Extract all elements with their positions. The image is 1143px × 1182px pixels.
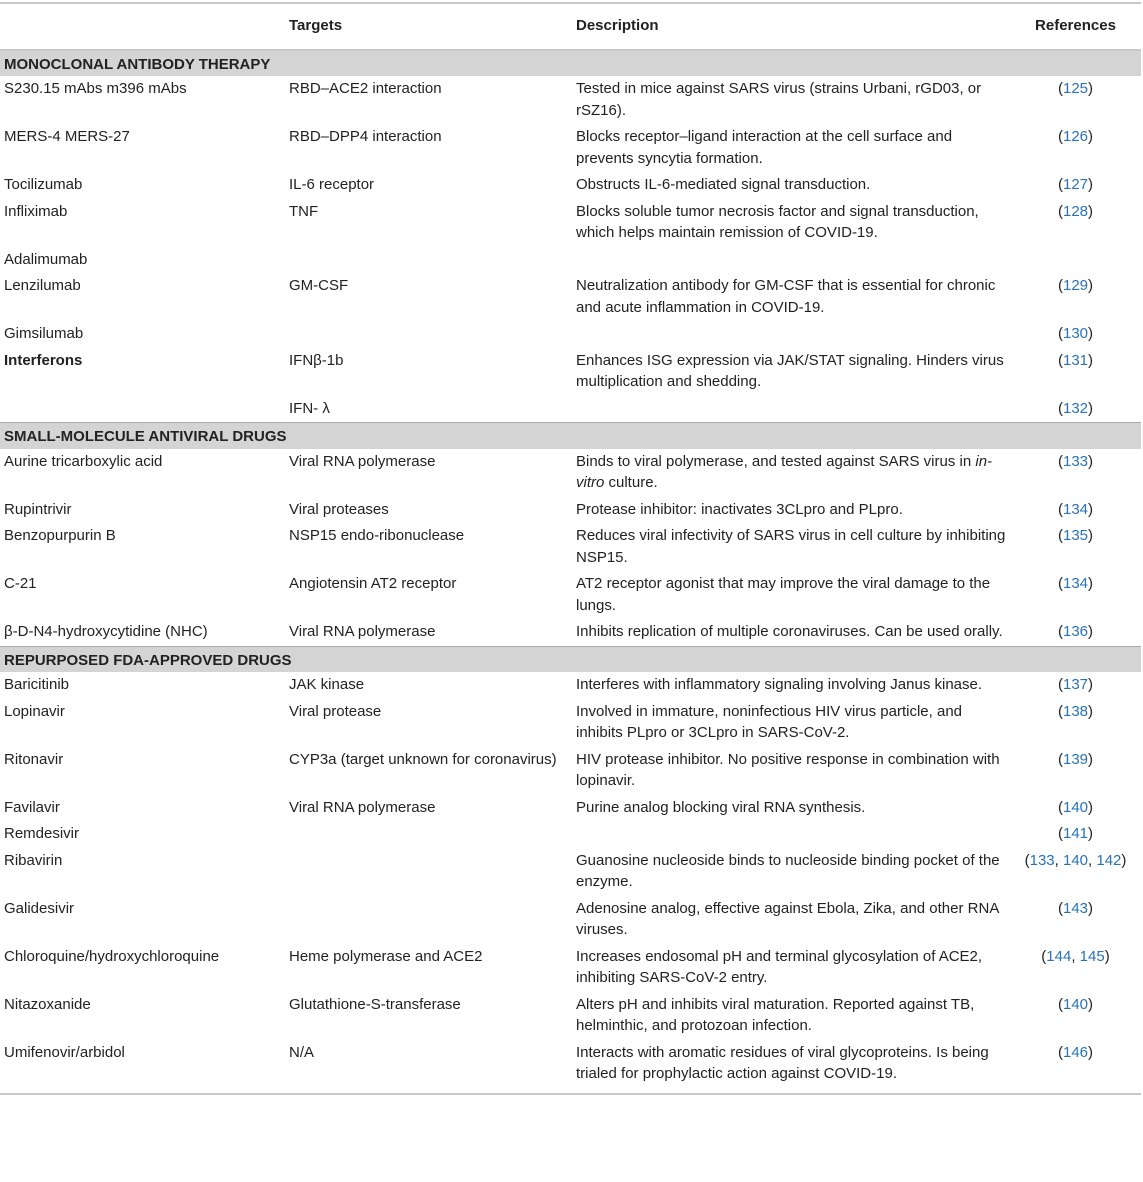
drug-target: IFNβ-1b: [289, 351, 344, 369]
drug-name-cell: [0, 571, 285, 619]
reference-link[interactable]: 137: [1062, 676, 1089, 693]
references-cell: (128): [1057, 202, 1094, 220]
reference-link[interactable]: 136: [1062, 623, 1089, 640]
references-cell: (131): [1057, 351, 1094, 369]
description-cell: [572, 1040, 1010, 1094]
table-row: [0, 199, 1141, 247]
target-cell: [285, 396, 572, 423]
description-text: Enhances ISG expression via JAK/STAT signaling. Hinders virus multiplication and shedding.: [576, 351, 1004, 390]
drug-target: Viral RNA polymerase: [289, 452, 436, 470]
description-text: Obstructs IL-6-mediated signal transduction.: [576, 176, 871, 193]
references-cell: (139): [1057, 750, 1094, 768]
table-row: [0, 747, 1141, 795]
drug-name: Remdesivir: [4, 825, 80, 842]
table-body: [0, 50, 1141, 1094]
description-cell: [572, 76, 1010, 124]
drug-name: Galidesivir: [4, 899, 75, 917]
references-cell: (138): [1057, 702, 1094, 720]
description-text: Blocks soluble tumor necrosis factor and signal transduction, which helps maintain remission of COVID-19.: [576, 202, 979, 241]
table-header-row: [0, 3, 1141, 50]
drug-name-cell: [0, 396, 285, 423]
description-text: HIV protease inhibitor. No positive response in combination with lopinavir.: [576, 750, 1000, 789]
drug-name: β-D-N4-hydroxycytidine (NHC): [4, 623, 208, 640]
description-text: Alters pH and inhibits viral maturation. Reported against TB, helminthic, and protozoan infection.: [576, 995, 975, 1034]
table-row: [0, 497, 1141, 524]
section-header-row: [0, 50, 1141, 77]
drug-name: Baricitinib: [4, 676, 70, 693]
references-cell: (144, 145): [1041, 947, 1110, 965]
drug-target: Glutathione-S-transferase: [289, 995, 461, 1013]
header-description: Description: [572, 3, 1010, 50]
target-cell: [285, 247, 572, 274]
reference-link[interactable]: 140: [1062, 851, 1089, 869]
drug-name: Nitazoxanide: [4, 995, 91, 1013]
drug-name: Interferons: [4, 351, 83, 369]
drug-name: Infliximab: [4, 202, 68, 220]
drug-name-cell: [0, 699, 285, 747]
references-cell: (134): [1057, 575, 1094, 592]
reference-link[interactable]: 140: [1062, 798, 1089, 816]
description-cell: [572, 273, 1010, 321]
drug-name-cell: [0, 992, 285, 1040]
references-cell: (140): [1057, 798, 1094, 816]
drug-target: N/A: [289, 1043, 315, 1061]
drug-target: Viral RNA polymerase: [289, 623, 436, 640]
drug-name: Umifenovir/arbidol: [4, 1043, 125, 1061]
references-cell: (129): [1057, 277, 1094, 294]
reference-link[interactable]: 133: [1062, 452, 1089, 470]
target-cell: [285, 199, 572, 247]
drug-target: Angiotensin AT2 receptor: [289, 575, 457, 592]
reference-link[interactable]: 129: [1062, 277, 1089, 294]
description-cell: [572, 396, 1010, 423]
drug-name-cell: [0, 124, 285, 172]
description-text: Protease inhibitor: inactivates 3CLpro and PLpro.: [576, 500, 903, 518]
reference-link[interactable]: 141: [1062, 825, 1089, 842]
description-cell: [572, 848, 1010, 896]
description-text: Interferes with inflammatory signaling involving Janus kinase.: [576, 676, 983, 693]
description-cell: [572, 247, 1010, 274]
target-cell: [285, 124, 572, 172]
drug-name: Rupintrivir: [4, 500, 72, 518]
references-cell: (146): [1010, 1040, 1141, 1094]
description-text: Guanosine nucleoside binds to nucleoside binding pocket of the enzyme.: [576, 851, 1000, 890]
reference-link[interactable]: 140: [1062, 995, 1089, 1013]
reference-link[interactable]: 130: [1062, 325, 1089, 342]
section-title: REPURPOSED FDA-APPROVED DRUGS: [0, 646, 1141, 672]
target-cell: [285, 619, 572, 646]
description-cell: [572, 896, 1010, 944]
table-row: [0, 571, 1141, 619]
references-cell: (132): [1057, 399, 1094, 417]
drug-name: S230.15 mAbs m396 mAbs: [4, 80, 187, 97]
description-text: Neutralization antibody for GM-CSF that is essential for chronic and acute inflammation in COVID-19.: [576, 277, 996, 316]
target-cell: [285, 795, 572, 822]
description-cell: [572, 523, 1010, 571]
description-italic: in-vitro: [576, 452, 993, 491]
reference-link[interactable]: 127: [1062, 176, 1089, 193]
description-cell: [572, 672, 1010, 699]
reference-link[interactable]: 144: [1046, 947, 1072, 965]
drug-target: GM-CSF: [289, 277, 349, 294]
reference-link[interactable]: 134: [1062, 575, 1089, 592]
drug-target: Viral RNA polymerase: [289, 798, 436, 816]
drug-name-cell: [0, 199, 285, 247]
reference-link[interactable]: 142: [1096, 851, 1122, 869]
section-header-row: [0, 646, 1141, 672]
table-row: [0, 449, 1141, 497]
description-text: Involved in immature, noninfectious HIV virus particle, and inhibits PLpro or 3CLpro in SARS-CoV-2.: [576, 702, 963, 741]
references-cell: (136): [1057, 623, 1094, 640]
reference-link[interactable]: 126: [1062, 128, 1089, 145]
description-cell: [572, 992, 1010, 1040]
drug-name-cell: [0, 172, 285, 199]
drug-name: Ritonavir: [4, 750, 64, 768]
table-row: [0, 619, 1141, 646]
description-text: culture.: [604, 474, 658, 491]
drug-target: Heme polymerase and ACE2: [289, 947, 483, 965]
description-cell: [572, 821, 1010, 848]
drug-target: RBD–DPP4 interaction: [289, 128, 442, 145]
description-text: Blocks receptor–ligand interaction at the cell surface and prevents syncytia formation.: [576, 128, 953, 167]
drug-name-cell: [0, 247, 285, 274]
references-cell: (143): [1057, 899, 1094, 917]
target-cell: [285, 273, 572, 321]
table-row: [0, 896, 1141, 944]
description-cell: [572, 449, 1010, 497]
description-text: Purine analog blocking viral RNA synthesis.: [576, 798, 866, 816]
references-cell: (134): [1057, 500, 1094, 518]
reference-link[interactable]: 131: [1062, 351, 1089, 369]
description-text: Reduces viral infectivity of SARS virus in cell culture by inhibiting NSP15.: [576, 527, 1006, 566]
reference-link[interactable]: 125: [1062, 80, 1089, 97]
header-references: References: [1010, 3, 1141, 50]
table-row: [0, 396, 1141, 423]
target-cell: [285, 321, 572, 348]
description-cell: [572, 321, 1010, 348]
table-row: [0, 672, 1141, 699]
section-title: MONOCLONAL ANTIBODY THERAPY: [0, 50, 1141, 77]
header-name: [0, 3, 285, 50]
drug-name: Adalimumab: [4, 250, 88, 268]
description-text: Binds to viral polymerase, and tested against SARS virus in: [576, 452, 976, 470]
description-cell: [572, 699, 1010, 747]
references-cell: (130): [1057, 325, 1094, 342]
drug-target: TNF: [289, 202, 319, 220]
drug-name-cell: [0, 848, 285, 896]
description-text: Tested in mice against SARS virus (strains Urbani, rGD03, or rSZ16).: [576, 80, 982, 119]
references-cell: (141): [1057, 825, 1094, 842]
drug-name-cell: [0, 321, 285, 348]
drug-target: Viral proteases: [289, 500, 389, 518]
references-cell: (137): [1057, 676, 1094, 693]
reference-link[interactable]: 133: [1029, 851, 1055, 869]
target-cell: [285, 848, 572, 896]
references-cell: (135): [1057, 527, 1094, 544]
target-cell: [285, 449, 572, 497]
references-cell: (133, 140, 142): [1024, 851, 1127, 869]
reference-link[interactable]: 138: [1062, 702, 1089, 720]
description-cell: [572, 124, 1010, 172]
description-text: Inhibits replication of multiple coronaviruses. Can be used orally.: [576, 623, 1003, 640]
description-cell: [572, 497, 1010, 524]
references-cell: (125): [1057, 80, 1094, 97]
drug-target: Viral protease: [289, 702, 382, 720]
table-row: [0, 944, 1141, 992]
target-cell: [285, 571, 572, 619]
description-cell: [572, 172, 1010, 199]
drug-name-cell: [0, 672, 285, 699]
drug-name-cell: [0, 1040, 285, 1094]
target-cell: [285, 992, 572, 1040]
target-cell: [285, 497, 572, 524]
drug-target: RBD–ACE2 interaction: [289, 80, 442, 97]
references-cell: (126): [1057, 128, 1094, 145]
target-cell: [285, 1040, 572, 1094]
drug-target: CYP3a (target unknown for coronavirus): [289, 750, 557, 768]
drug-name-cell: [0, 497, 285, 524]
reference-link[interactable]: 128: [1062, 202, 1089, 220]
description-cell: [572, 944, 1010, 992]
table-row: [0, 76, 1141, 124]
drug-name: Tocilizumab: [4, 176, 83, 193]
table-row: [0, 795, 1141, 822]
reference-link[interactable]: 135: [1062, 527, 1089, 544]
table-row: [0, 1040, 1141, 1094]
drug-name-cell: [0, 896, 285, 944]
table-row: [0, 821, 1141, 848]
table-row: [0, 523, 1141, 571]
drug-name: Aurine tricarboxylic acid: [4, 452, 163, 470]
drug-name: Lenzilumab: [4, 277, 81, 294]
references-cell: (140): [1057, 995, 1094, 1013]
references-cell: (127): [1057, 176, 1094, 193]
description-cell: [572, 571, 1010, 619]
section-header-row: [0, 423, 1141, 449]
table-row: [0, 172, 1141, 199]
reference-link[interactable]: 143: [1062, 899, 1089, 917]
drug-name: Lopinavir: [4, 702, 65, 720]
table-row: [0, 321, 1141, 348]
drug-name: C-21: [4, 575, 37, 592]
target-cell: [285, 672, 572, 699]
drug-name-cell: [0, 619, 285, 646]
drug-name: Benzopurpurin B: [4, 527, 116, 544]
table-row: [0, 124, 1141, 172]
target-cell: [285, 747, 572, 795]
target-cell: [285, 821, 572, 848]
drug-name: Gimsilumab: [4, 325, 84, 342]
reference-link[interactable]: 134: [1062, 500, 1089, 518]
reference-link[interactable]: 146: [1062, 1043, 1089, 1061]
drug-name: MERS-4 MERS-27: [4, 128, 130, 145]
description-text: Adenosine analog, effective against Ebola, Zika, and other RNA viruses.: [576, 899, 999, 938]
target-cell: [285, 896, 572, 944]
target-cell: [285, 523, 572, 571]
description-cell: [572, 619, 1010, 646]
description-text: AT2 receptor agonist that may improve the viral damage to the lungs.: [576, 575, 991, 614]
reference-link[interactable]: 139: [1062, 750, 1089, 768]
drug-name-cell: [0, 821, 285, 848]
table-row: [0, 348, 1141, 396]
table-row: [0, 992, 1141, 1040]
description-cell: [572, 795, 1010, 822]
target-cell: [285, 76, 572, 124]
drug-target: IL-6 receptor: [289, 176, 375, 193]
description-cell: [572, 199, 1010, 247]
section-title: SMALL-MOLECULE ANTIVIRAL DRUGS: [0, 423, 1141, 449]
drug-name-cell: [0, 449, 285, 497]
drug-name-cell: [0, 76, 285, 124]
references-cell: [1010, 247, 1141, 274]
drug-name-cell: [0, 747, 285, 795]
drug-table: [0, 2, 1141, 1095]
table-row: [0, 247, 1141, 274]
drug-name: Favilavir: [4, 798, 60, 816]
description-text: Interacts with aromatic residues of viral glycoproteins. Is being trialed for prophylactic action against COVID-19.: [576, 1043, 989, 1082]
drug-name-cell: [0, 348, 285, 396]
table-row: [0, 699, 1141, 747]
table-row: [0, 273, 1141, 321]
description-cell: [572, 747, 1010, 795]
description-cell: [572, 348, 1010, 396]
drug-target: JAK kinase: [289, 676, 365, 693]
table-row: [0, 848, 1141, 896]
drug-name: Chloroquine/hydroxychloroquine: [4, 947, 220, 965]
references-cell: (133): [1057, 452, 1094, 470]
target-cell: [285, 699, 572, 747]
drug-name-cell: [0, 523, 285, 571]
drug-name-cell: [0, 944, 285, 992]
drug-target: NSP15 endo-ribonuclease: [289, 527, 465, 544]
target-cell: [285, 944, 572, 992]
header-targets: Targets: [285, 3, 572, 50]
reference-link[interactable]: 145: [1079, 947, 1105, 965]
description-text: Increases endosomal pH and terminal glycosylation of ACE2, inhibiting SARS-CoV-2 entry.: [576, 947, 983, 986]
reference-link[interactable]: 132: [1062, 399, 1089, 417]
target-cell: [285, 172, 572, 199]
drug-target: IFN- λ: [289, 399, 330, 417]
drug-name: Ribavirin: [4, 851, 63, 869]
drug-name-cell: [0, 795, 285, 822]
drug-name-cell: [0, 273, 285, 321]
target-cell: [285, 348, 572, 396]
